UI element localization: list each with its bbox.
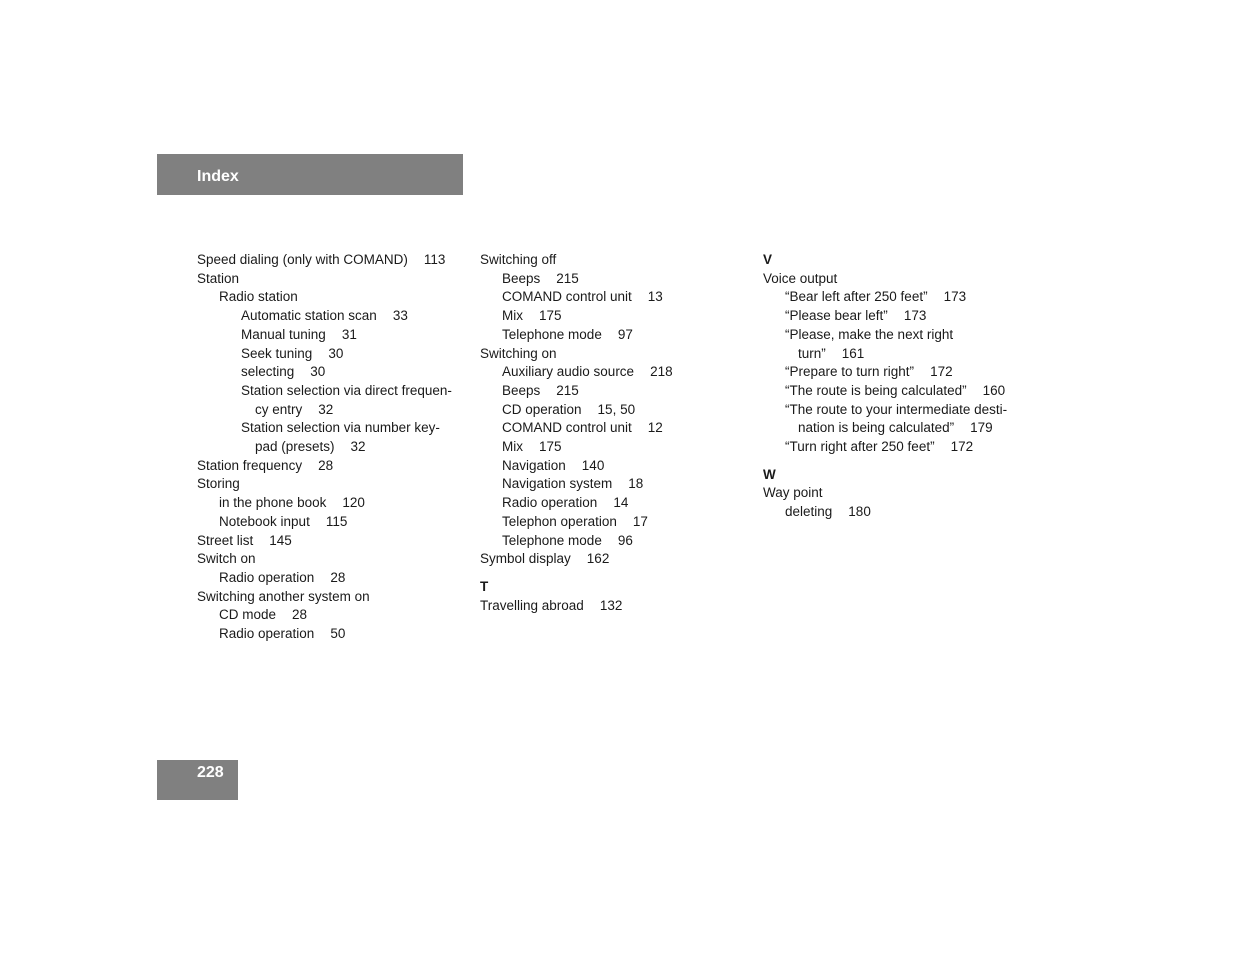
index-entry: Switching on — [480, 345, 557, 361]
index-subentry: Seek tuning 30 — [241, 345, 344, 361]
index-subentry: CD mode 28 — [219, 607, 308, 623]
section-title: Index — [197, 168, 239, 185]
index-subentry: Navigation 140 — [502, 457, 605, 473]
index-entry: Voice output — [763, 270, 838, 286]
index-subentry: Radio station — [219, 289, 298, 305]
index-subentry: “Prepare to turn right” 172 — [785, 364, 953, 380]
index-subentry: Radio operation 50 — [219, 626, 346, 642]
index-entry: Switching another system on — [197, 588, 370, 604]
index-subentry: Station selection via number key- — [241, 420, 440, 436]
index-subentry: selecting 30 — [241, 364, 326, 380]
index-subentry: CD operation 15, 50 — [502, 401, 636, 417]
index-subentry: Mix 175 — [502, 308, 562, 324]
index-subentry: Beeps 215 — [502, 270, 579, 286]
index-subentry: Telephon operation 17 — [502, 513, 648, 529]
index-subentry: Auxiliary audio source 218 — [502, 364, 673, 380]
index-entry: Street list 145 — [197, 532, 292, 548]
index-subentry: Radio operation 14 — [502, 495, 629, 511]
index-subentry: in the phone book 120 — [219, 495, 365, 511]
index-subentry-continuation: cy entry 32 — [255, 401, 334, 417]
index-subentry-continuation: nation is being calculated” 179 — [798, 420, 993, 436]
index-entry: Switching off — [480, 252, 557, 267]
index-subentry: “Please bear left” 173 — [785, 308, 927, 324]
page-number-box — [157, 760, 238, 800]
index-subentry: “Turn right after 250 feet” 172 — [785, 439, 974, 455]
index-letter-heading: V — [763, 252, 773, 267]
index-subentry: Navigation system 18 — [502, 476, 644, 492]
index-entry: Symbol display 162 — [480, 551, 610, 567]
section-header-bar — [157, 154, 463, 195]
index-subentry: COMAND control unit 13 — [502, 289, 663, 305]
index-column-3 — [763, 251, 1033, 522]
index-subentry: Station selection via direct frequen- — [241, 382, 452, 398]
index-subentry-continuation: pad (presets) 32 — [255, 439, 366, 455]
index-column-2 — [480, 251, 750, 615]
index-subentry: Telephone mode 96 — [502, 532, 633, 548]
index-subentry: Manual tuning 31 — [241, 326, 357, 342]
index-subentry: “Please, make the next right — [785, 326, 954, 342]
index-entry: Station — [197, 270, 240, 286]
index-subentry: Radio operation 28 — [219, 569, 346, 585]
index-entry: Way point — [763, 485, 823, 501]
page-number: 228 — [197, 764, 224, 781]
index-entry: Station frequency 28 — [197, 457, 334, 473]
index-subentry: Notebook input 115 — [219, 513, 348, 529]
index-letter-heading: W — [763, 466, 776, 482]
index-entry: Speed dialing (only with COMAND) 113 — [197, 252, 446, 267]
index-column-1 — [197, 251, 467, 644]
index-subentry: Mix 175 — [502, 439, 562, 455]
index-subentry: Telephone mode 97 — [502, 326, 633, 342]
index-subentry: COMAND control unit 12 — [502, 420, 663, 436]
index-subentry: “The route to your intermediate desti- — [785, 401, 1008, 417]
index-subentry: deleting 180 — [785, 504, 871, 520]
index-entry: Storing — [197, 476, 240, 492]
index-subentry: “The route is being calculated” 160 — [785, 382, 1006, 398]
index-letter-heading: T — [480, 578, 489, 594]
index-subentry: “Bear left after 250 feet” 173 — [785, 289, 967, 305]
index-subentry: Automatic station scan 33 — [241, 308, 408, 324]
index-entry: Switch on — [197, 551, 256, 567]
index-entry: Travelling abroad 132 — [480, 597, 623, 613]
index-subentry: Beeps 215 — [502, 382, 579, 398]
index-subentry-continuation: turn” 161 — [798, 345, 865, 361]
